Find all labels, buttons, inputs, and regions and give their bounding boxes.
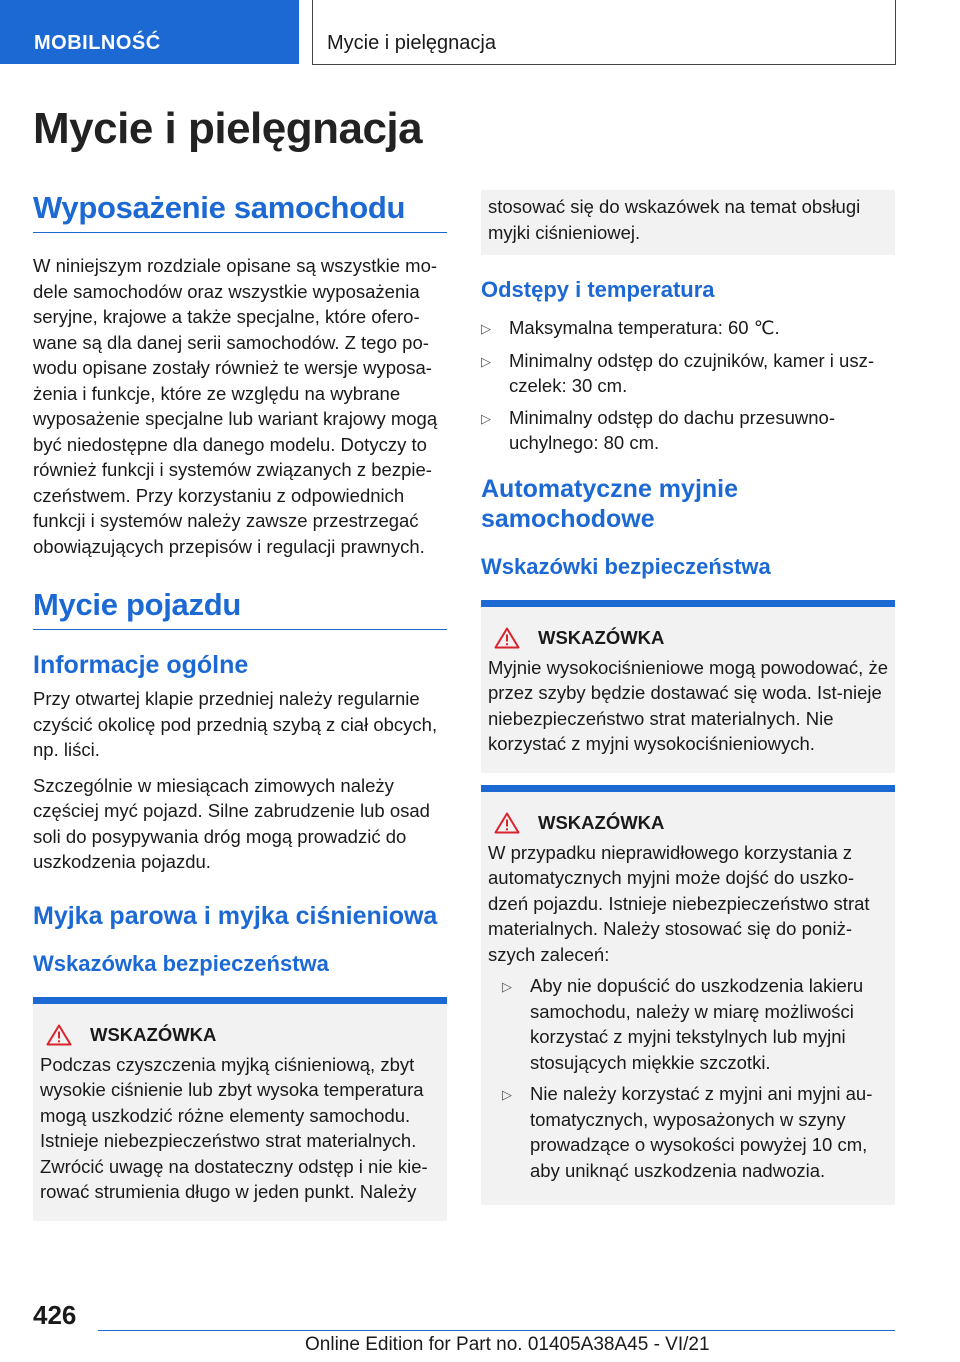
warning-box-continued [481,190,895,255]
warning-list [488,973,888,1183]
heading-distance-temperature: Odstępy i temperatura [481,277,715,302]
page-number: 426 [33,1300,77,1330]
section-tab[interactable]: MOBILNOŚĆ [0,0,299,64]
warning-label: WSKAZÓWKA [538,811,665,833]
list-item: ▷ Aby nie dopuścić do uszkodzenia lakieru samochodu, należy w miarę możliwości korzystać z myjni tekstylnych lub myjni stosujących miękkie szczotki. [502,973,888,1075]
warning-continued-text: stosować się do wskazówek na temat obsługi myjki ciśnieniowej. [488,196,861,243]
heading-safety-note: Wskazówka bezpieczeństwa [33,950,329,976]
footer-divider [98,1330,895,1331]
right-column [481,190,895,1217]
warning-text: Podczas czyszczenia myjką ciśnieniową, zbyt wysokie ciśnienie lub zbyt wysoka temperatura mogą uszkodzić różne elementy samochodu. Istnieje niebezpieczeństwo strat materialnych. Zwrócić uwagę na dostateczny odstęp i nie kie-rować strumienia długo w jeden punkt. Należy [40,1053,428,1202]
warning-box [33,997,447,1221]
list-item: ▷ Maksymalna temperatura: 60 ℃. [481,315,895,342]
triangle-bullet-icon: ▷ [481,410,491,426]
list-item: ▷ Minimalny odstęp do dachu przesuwno-uchylnego: 80 cm. [481,405,895,456]
warning-label: WSKAZÓWKA [90,1023,217,1045]
edition-text: Online Edition for Part no. 01405A38A45 - VI/21 [305,1334,710,1355]
triangle-bullet-icon: ▷ [502,1087,512,1102]
heading-safety-notes: Wskazówki bezpieczeństwa [481,553,771,579]
heading-steam-pressure-washer: Myjka parowa i myjka ciśnieniowa [33,901,438,930]
general-paragraph-2: Szczególnie w miesiącach zimowych należy częściej myć pojazd. Silne zabrudzenie lub osad soli do posypywania dróg mogą prowadzić do uszkodzenia pojazdu. [33,774,430,872]
heading-vehicle-washing: Mycie pojazdu [33,587,447,630]
triangle-bullet-icon: ▷ [481,321,491,336]
triangle-bullet-icon: ▷ [502,979,512,994]
warning-triangle-icon [46,1024,72,1046]
heading-automatic-car-wash: Automatyczne myjnie samochodowe [481,474,739,533]
heading-equipment: Wyposażenie samochodu [33,190,447,233]
warning-text: Myjnie wysokociśnieniowe mogą powodować, że przez szyby będzie dostawać się woda. Ist-nieje niebezpieczeństwo strat materialnych. Nie korzystać z myjni wysokociśnieniowych. [488,656,888,754]
equipment-paragraph: W niniejszym rozdziale opisane są wszystkie mo-dele samochodów oraz wszystkie wyposażenia seryjne, krajowe a także specjalne, które ofero-wane są dla danej serii samochodów. Z tego po-wodu opisane zostały również te wersje wyposa-żenia i funkcje, które ze względu na wybrane wyposażenie specjalne lub wariant krajowy mogą być niedostępne dla danego modelu. Dotyczy to również funkcji i systemów związanych z bezpie-czeństwem. Przy korzystaniu z odpowiednich funkcji i systemów należy zawsze przestrzegać obowiązujących przepisów i regulacji prawnych. [33,255,438,557]
left-column [33,190,447,1233]
warning-box [481,600,895,773]
warning-box [481,785,895,1206]
distance-list [481,315,895,456]
warning-triangle-icon [494,812,520,834]
warning-triangle-icon [494,627,520,649]
warning-label: WSKAZÓWKA [538,626,665,648]
heading-general-info: Informacje ogólne [33,651,249,679]
warning-header [488,812,888,834]
warning-header [40,1024,440,1046]
general-paragraph-1: Przy otwartej klapie przedniej należy regularnie czyścić okolicę pod przednią szybą z ciał obcych, np. liści. [33,688,438,760]
list-item: ▷ Nie należy korzystać z myjni ani myjni au-tomatycznych, wyposażonych w szyny prowadzące o wysokości powyżej 10 cm, aby uniknąć uszkodzenia nadwozia. [502,1081,888,1183]
page-title: Mycie i pielęgnacja [33,104,423,153]
warning-header [488,627,888,649]
page-header [0,0,960,66]
list-item: ▷ Minimalny odstęp do czujników, kamer i usz-czelek: 30 cm. [481,348,895,399]
warning-text: W przypadku nieprawidłowego korzystania z automatycznych myjni może dojść do uszko-dzeń pojazdu. Istnieje niebezpieczeństwo strat materialnych. Należy stosować się do poniż-szych zaleceń: [488,841,870,965]
triangle-bullet-icon: ▷ [481,353,491,369]
chapter-title[interactable]: Mycie i pielęgnacja [312,0,896,65]
